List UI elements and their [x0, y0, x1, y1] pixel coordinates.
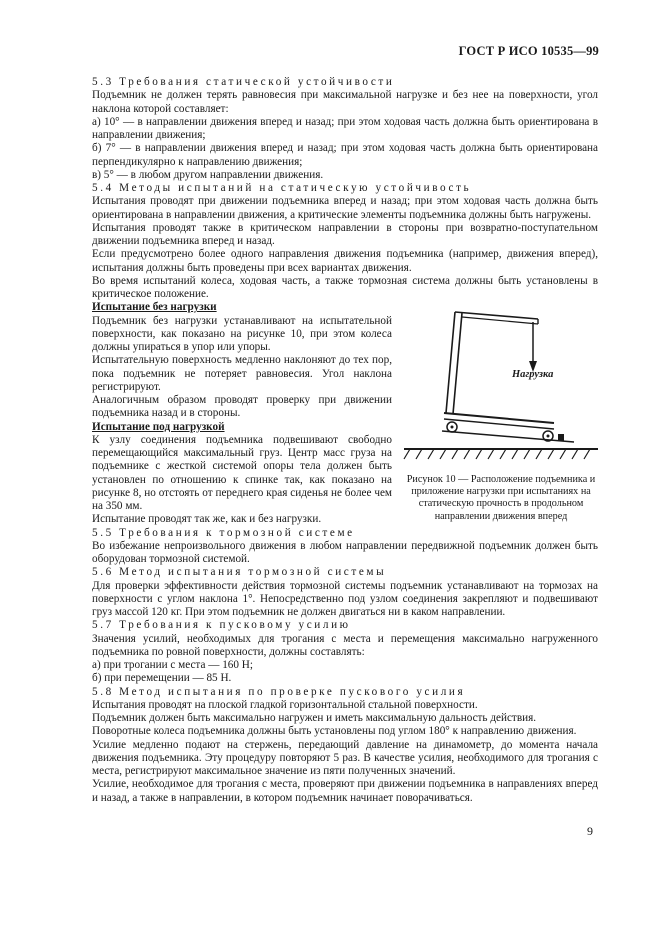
list-item: в) 5° — в любом другом направлении движения.	[92, 168, 324, 181]
page-header: ГОСТ Р ИСО 10535—99	[458, 44, 599, 58]
section-5-6-title: 5.6 Метод испытания тормозной системы	[92, 566, 387, 579]
paragraph: Усилие, необходимое для трогания с места, проверяют при движении подъемника в направлениях вперед и назад, а также в направлении, в котором подъемник начинает поворачиваться.	[92, 778, 598, 804]
paragraph: Значения усилий, необходимых для трогания с места и перемещения максимально нагруженного подъемника по ровной поверхности, должны составлять:	[92, 632, 598, 658]
list-item: а) при трогании с места — 160 Н;	[92, 659, 253, 671]
paragraph: Во избежание непроизвольного движения в любом направлении передвижной подъемник должен быть оборудован тормозной системой.	[92, 539, 598, 565]
paragraph: Подъемник без нагрузки устанавливают на испытательной поверхности, как показано на рисунке 10, при этом колеса должны упираться в упор или упоры.	[92, 314, 392, 353]
figure-caption: Рисунок 10 — Расположение подъемника и приложение нагрузки при испытаниях на статическую прочность в продольном направлении движения вперед	[406, 474, 596, 522]
section-5-4-title: 5.4 Методы испытаний на статическую устойчивость	[92, 182, 472, 194]
paragraph: Испытания проводят также в критическом направлении в стороны при возвратно-поступательном движении подъемника вперед и назад.	[92, 221, 598, 247]
paragraph: Усилие медленно подают на стержень, передающий давление на динамометр, до момента начала движения подъемника. Эту процедуру повторяют 5 раз. В качестве усилия, необходимого для трогания с места, регистрируют максимальное значение из пяти полученных значений.	[92, 738, 598, 777]
paragraph: Испытания проводят при движении подъемника вперед и назад; при этом ходовая часть должна быть ориентирована в направлении движения, а критические элементы подъемника должны быть нагружены.	[92, 195, 598, 221]
section-5-8-title: 5.8 Метод испытания по проверке пускового усилия	[92, 685, 466, 698]
paragraph: Поворотные колеса подъемника должны быть установлены под углом 180° к направлению движения.	[92, 725, 577, 738]
paragraph: Испытательную поверхность медленно наклоняют до тех пор, пока подъемник не потеряет равновесия. Угол наклона регистрируют.	[92, 354, 392, 393]
paragraph: Во время испытаний колеса, ходовая часть, а также тормозная система должны быть установлены в критическое положение.	[92, 274, 598, 300]
section-5-7-title: 5.7 Требования к пусковому усилию	[92, 619, 351, 632]
paragraph: К узлу соединения подъемника подвешивают свободно перемещающийся максимальный груз. Центр масс груза на подъемнике с жесткой системой опоры тела должен быть установлен по отношению к спинке так, как показано на рисунке 8, но отстоять от переднего края сиденья не более чем на 350 мм.	[92, 433, 392, 512]
wheel-stop	[558, 434, 564, 441]
paragraph: Подъемник не должен терять равновесия при максимальной нагрузке и без нее на поверхности, угол наклона которой составляет:	[92, 89, 598, 115]
paragraph: Если предусмотрено более одного направления движения подъемника (например, движения вперед), испытания должны быть проведены при всех вариантах движения.	[92, 248, 598, 274]
list-item: а) 10° — в направлении движения вперед и назад; при этом ходовая часть должна быть ориентирована в направлении движения;	[92, 115, 598, 141]
figure-10-lifter-diagram	[402, 305, 602, 465]
ground-hatching	[404, 449, 590, 459]
list-item: б) 7° — в направлении движения вперед и назад; при этом ходовая часть должна быть ориентирована перпендикулярно к направлению движения;	[92, 142, 598, 168]
section-5-5-title: 5.5 Требования к тормозной системе	[92, 526, 355, 539]
load-label: Нагрузка	[512, 369, 554, 380]
lifter-drawing	[402, 305, 602, 465]
paragraph: Подъемник должен быть максимально нагружен и иметь максимальную дальность действия.	[92, 712, 537, 724]
subheading-no-load: Испытание без нагрузки	[92, 301, 217, 314]
section-5-3-title: 5.3 Требования статической устойчивости	[92, 76, 395, 88]
subheading-load: Испытание под нагрузкой	[92, 420, 225, 433]
paragraph: Испытание проводят так же, как и без нагрузки.	[92, 513, 322, 526]
base-frame	[444, 413, 554, 423]
list-item: б) при перемещении — 85 Н.	[92, 672, 232, 685]
test-platform	[442, 431, 574, 442]
paragraph: Для проверки эффективности действия тормозной системы подъемник устанавливают на тормозах на поверхности с углом наклона 1°. Непосредственно под узлом соединения закрепляют и подвешивают груз массой 120 кг. При этом подъемник не должен двигаться ни в каком направлении.	[92, 579, 598, 618]
paragraph: Аналогичным образом проводят проверку при движении подъемника назад и в стороны.	[92, 394, 392, 420]
paragraph: Испытания проводят на плоской гладкой горизонтальной стальной поверхности.	[92, 698, 478, 711]
page-number: 9	[587, 824, 593, 838]
